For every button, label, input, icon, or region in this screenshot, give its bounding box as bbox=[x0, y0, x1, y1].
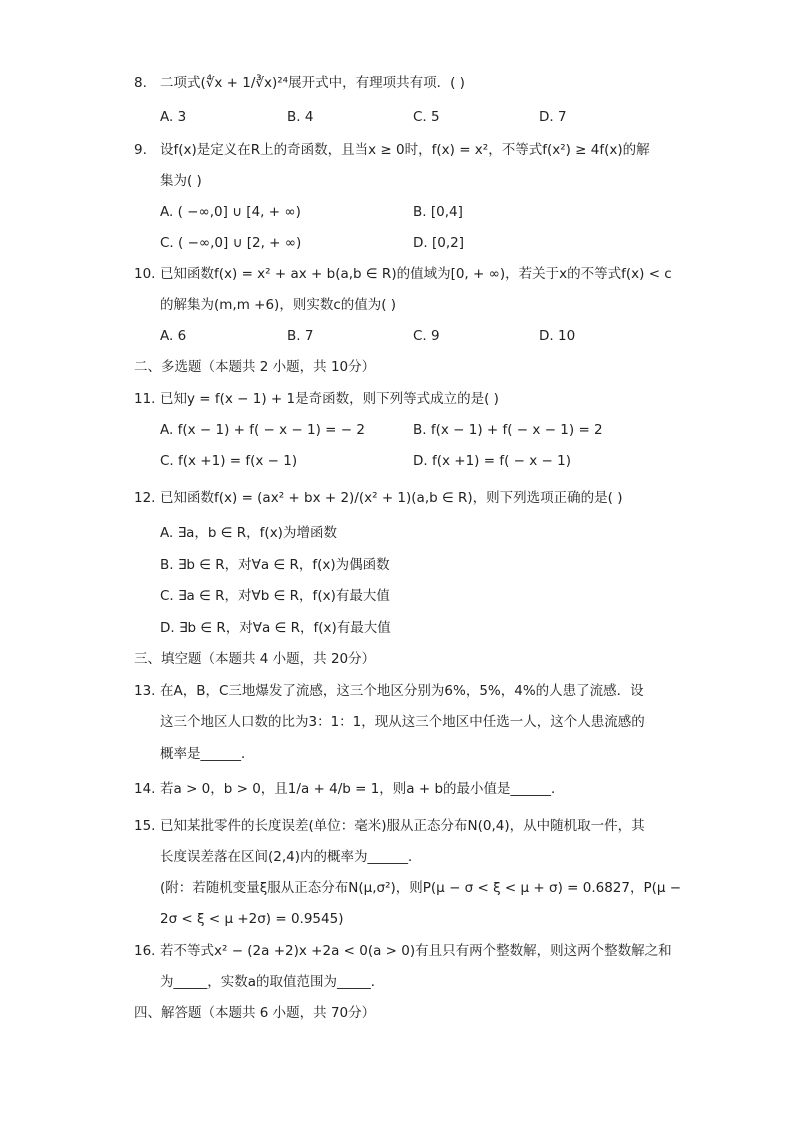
option-a: A. 6 bbox=[160, 328, 187, 344]
question-text: 在A，B，C三地爆发了流感，这三个地区分别为6%，5%，4%的人患了流感．设 bbox=[160, 683, 644, 699]
option-d: D. [0,2] bbox=[413, 235, 464, 251]
option-a: A. ∃a，b ∈ R，f(x)为增函数 bbox=[160, 525, 337, 541]
question-number: 9. bbox=[134, 142, 147, 158]
option-d: D. 7 bbox=[539, 109, 567, 125]
question-number: 13. bbox=[134, 683, 156, 699]
option-b: B. 7 bbox=[287, 328, 314, 344]
option-c: C. ( −∞,0] ∪ [2, + ∞) bbox=[160, 235, 302, 251]
question-number: 11. bbox=[134, 391, 156, 407]
question-text: 这三个地区人口数的比为3：1：1，现从这三个地区中任选一人，这个人患流感的 bbox=[160, 714, 645, 730]
option-d: D. ∃b ∈ R，对∀a ∈ R，f(x)有最大值 bbox=[160, 620, 391, 636]
question-number: 12. bbox=[134, 490, 156, 506]
option-b: B. 4 bbox=[287, 109, 314, 125]
question-text: 为_____，实数a的取值范围为_____． bbox=[160, 974, 385, 990]
question-text: 概率是______． bbox=[160, 746, 255, 762]
question-text: 长度误差落在区间(2,4)内的概率为______． bbox=[160, 849, 422, 865]
option-d: D. f(x +1) = f( − x − 1) bbox=[413, 453, 571, 469]
question-text: (附：若随机变量ξ服从正态分布N(μ,σ²)，则P(μ − σ < ξ < μ + σ) = 0.6827，P(μ − bbox=[160, 880, 682, 896]
question-text: 2σ < ξ < μ +2σ) = 0.9545) bbox=[160, 911, 344, 927]
question-text: 二项式(∜x + 1/∛x)²⁴展开式中，有理项共有项．( ) bbox=[160, 75, 465, 91]
question-text: 若不等式x² − (2a +2)x +2a < 0(a > 0)有且只有两个整数解，则这两个整数解之和 bbox=[160, 943, 672, 959]
question-text: 已知y = f(x − 1) + 1是奇函数，则下列等式成立的是( ) bbox=[160, 391, 499, 407]
option-c: C. 5 bbox=[413, 109, 440, 125]
question-number: 16. bbox=[134, 943, 156, 959]
question-text: 设f(x)是定义在R上的奇函数，且当x ≥ 0时，f(x) = x²，不等式f(x²) ≥ 4f(x)的解 bbox=[160, 142, 650, 158]
question-text: 已知某批零件的长度误差(单位：毫米)服从正态分布N(0,4)，从中随机取一件，其 bbox=[160, 818, 645, 834]
option-b: B. f(x − 1) + f( − x − 1) = 2 bbox=[413, 422, 603, 438]
section-heading: 三、填空题（本题共 4 小题，共 20分） bbox=[134, 651, 376, 667]
question-text: 已知函数f(x) = x² + ax + b(a,b ∈ R)的值域为[0, + ∞)，若关于x的不等式f(x) < c bbox=[160, 266, 672, 282]
question-text: 集为( ) bbox=[160, 173, 202, 189]
option-b: B. ∃b ∈ R，对∀a ∈ R，f(x)为偶函数 bbox=[160, 557, 390, 573]
question-text: 的解集为(m,m +6)，则实数c的值为( ) bbox=[160, 297, 397, 313]
section-heading: 四、解答题（本题共 6 小题，共 70分） bbox=[134, 1005, 376, 1021]
option-a: A. f(x − 1) + f( − x − 1) = − 2 bbox=[160, 422, 365, 438]
section-heading: 二、多选题（本题共 2 小题，共 10分） bbox=[134, 359, 376, 375]
question-number: 14. bbox=[134, 781, 156, 797]
question-text: 已知函数f(x) = (ax² + bx + 2)/(x² + 1)(a,b ∈ R)，则下列选项正确的是( ) bbox=[160, 490, 623, 506]
option-c: C. ∃a ∈ R，对∀b ∈ R，f(x)有最大值 bbox=[160, 588, 390, 604]
option-d: D. 10 bbox=[539, 328, 576, 344]
question-number: 10. bbox=[134, 266, 156, 282]
option-b: B. [0,4] bbox=[413, 204, 463, 220]
option-a: A. ( −∞,0] ∪ [4, + ∞) bbox=[160, 204, 301, 220]
option-c: C. f(x +1) = f(x − 1) bbox=[160, 453, 298, 469]
question-text: 若a > 0，b > 0，且1/a + 4/b = 1，则a + b的最小值是______． bbox=[160, 781, 565, 797]
option-a: A. 3 bbox=[160, 109, 187, 125]
question-number: 8. bbox=[134, 75, 147, 91]
question-number: 15. bbox=[134, 818, 156, 834]
option-c: C. 9 bbox=[413, 328, 440, 344]
